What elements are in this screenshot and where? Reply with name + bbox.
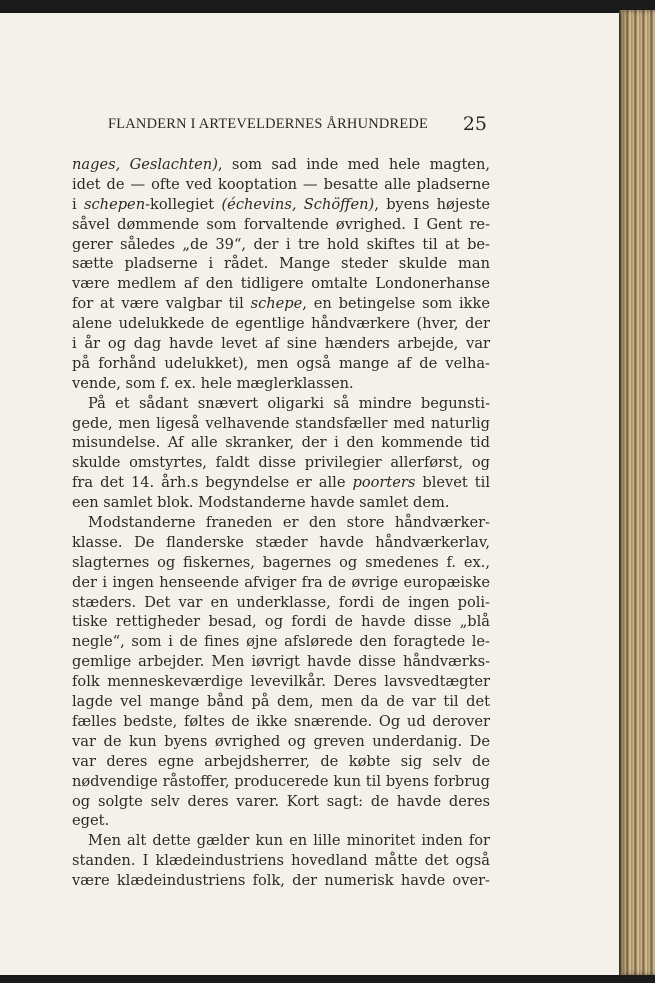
text-run: , en betingelse som ikke xyxy=(302,295,490,313)
text-line xyxy=(72,732,490,752)
running-title: FLANDERN I ARTEVELDERNES ÅRHUNDREDE xyxy=(108,116,429,132)
text-line xyxy=(72,254,490,274)
text-line xyxy=(72,772,490,792)
text-line xyxy=(72,573,490,593)
text-run: gede, men ligeså velhavende standsfæller med naturlig xyxy=(72,414,490,432)
text-line xyxy=(72,374,490,394)
text-run: negle“, som i de fines øjne afslørede den foragtede le- xyxy=(72,633,490,651)
text-run: gemlige arbejder. Men iøvrigt havde disse håndværks- xyxy=(72,653,490,671)
text-run: gerer således „de 39“, der i tre hold skiftes til at be- xyxy=(72,235,490,253)
text-run: klasse. De flanderske stæder havde håndværkerlav, xyxy=(72,533,490,551)
text-run: alene udelukkede de egentlige håndværkere (hver, der xyxy=(72,315,490,333)
text-line xyxy=(72,155,490,175)
text-line xyxy=(72,175,490,195)
italic-text: schepen xyxy=(84,195,146,213)
text-line xyxy=(72,612,490,632)
text-run: blevet til xyxy=(415,474,491,492)
body-text xyxy=(72,155,490,891)
italic-text: schepe xyxy=(250,295,303,313)
text-run: sætte pladserne i rådet. Mange steder skulde man xyxy=(72,255,490,273)
text-run: een samlet blok. Modstanderne havde samlet dem. xyxy=(72,494,450,512)
text-line xyxy=(72,294,490,314)
text-run: være medlem af den tidligere omtalte Londonerhanse xyxy=(72,275,490,293)
text-run: vende, som f. ex. hele mæglerklassen. xyxy=(72,374,354,392)
text-line xyxy=(72,752,490,772)
text-line xyxy=(72,871,490,891)
text-line xyxy=(72,314,490,334)
text-line xyxy=(72,394,490,414)
text-run: slagternes og fiskernes, bagernes og smedenes f. ex., xyxy=(72,553,490,571)
text-run: fælles bedste, føltes de ikke snærende. Og ud derover xyxy=(72,712,490,730)
text-run: folk menneskeværdige levevilkår. Deres lavsvedtægter xyxy=(72,673,490,691)
text-run: for at være valgbar til xyxy=(72,295,251,313)
text-line xyxy=(72,652,490,672)
text-run: -kollegiet xyxy=(145,195,222,213)
page-number: 25 xyxy=(462,113,487,135)
text-line xyxy=(72,274,490,294)
text-run: idet de — ofte ved kooptation — besatte alle pladserne xyxy=(72,175,490,193)
text-run: Men alt dette gælder kun en lille minoritet inden for xyxy=(88,832,490,850)
text-line xyxy=(72,215,490,235)
text-run: fra det 14. årh.s begyndelse er alle xyxy=(72,474,353,492)
text-line xyxy=(72,632,490,652)
text-line xyxy=(72,433,490,453)
text-run: var deres egne arbejdsherrer, de købte sig selv de xyxy=(72,752,490,770)
italic-text: nages, Geslachten) xyxy=(72,156,218,173)
text-run: tiske rettigheder besad, og fordi de havde disse „blå xyxy=(72,613,490,631)
text-run: på forhånd udelukket), men også mange af de velha- xyxy=(72,354,490,372)
text-run: stæders. Det var en underklasse, fordi de ingen poli- xyxy=(72,593,490,611)
text-line xyxy=(72,453,490,473)
text-run: være klædeindustriens folk, der numerisk havde over- xyxy=(72,872,490,890)
text-run: nødvendige råstoffer, producerede kun til byens forbrug xyxy=(72,772,490,790)
page-edges xyxy=(619,10,655,975)
text-line xyxy=(72,792,490,812)
text-run: i år og dag havde levet af sine hænders arbejde, var xyxy=(72,335,490,353)
book-page xyxy=(0,13,619,975)
text-run: der i ingen henseende afviger fra de øvrige europæiske xyxy=(72,573,490,591)
text-run: , byens højeste xyxy=(374,195,490,213)
text-run: standen. I klædeindustriens hovedland måtte det også xyxy=(72,852,490,870)
text-line xyxy=(72,414,490,434)
text-run: og solgte selv deres varer. Kort sagt: de havde deres xyxy=(72,792,490,810)
text-line xyxy=(72,493,490,513)
italic-text: poorters xyxy=(352,474,416,492)
text-run: , som sad inde med hele magten, xyxy=(217,156,490,173)
text-run: eget. xyxy=(72,812,110,830)
text-run: misundelse. Af alle skranker, der i den kommende tid xyxy=(72,434,490,452)
text-run: lagde vel mange bånd på dem, men da de var til det xyxy=(72,693,490,711)
text-run: skulde omstyrtes, faldt disse privilegier allerførst, og xyxy=(72,454,490,472)
text-line xyxy=(72,354,490,374)
text-line xyxy=(72,553,490,573)
text-run: såvel dømmende som forvaltende øvrighed. I Gent re- xyxy=(72,215,490,233)
italic-text: (échevins, Schöffen) xyxy=(221,195,375,213)
text-run: Modstanderne franeden er den store håndværker- xyxy=(88,514,490,532)
text-line xyxy=(72,811,490,831)
text-run: var de kun byens øvrighed og greven underdanig. De xyxy=(72,732,490,750)
text-line xyxy=(72,473,490,493)
text-line xyxy=(72,334,490,354)
text-line xyxy=(72,712,490,732)
text-line xyxy=(72,672,490,692)
text-run: På et sådant snævert oligarki så mindre begunsti- xyxy=(88,394,490,412)
text-line xyxy=(72,533,490,553)
text-run: i xyxy=(72,195,85,213)
text-line xyxy=(72,831,490,851)
running-header xyxy=(108,113,487,141)
text-line xyxy=(72,692,490,712)
text-line xyxy=(72,851,490,871)
text-line xyxy=(72,513,490,533)
text-line xyxy=(72,235,490,255)
text-line xyxy=(72,593,490,613)
text-line xyxy=(72,195,490,215)
